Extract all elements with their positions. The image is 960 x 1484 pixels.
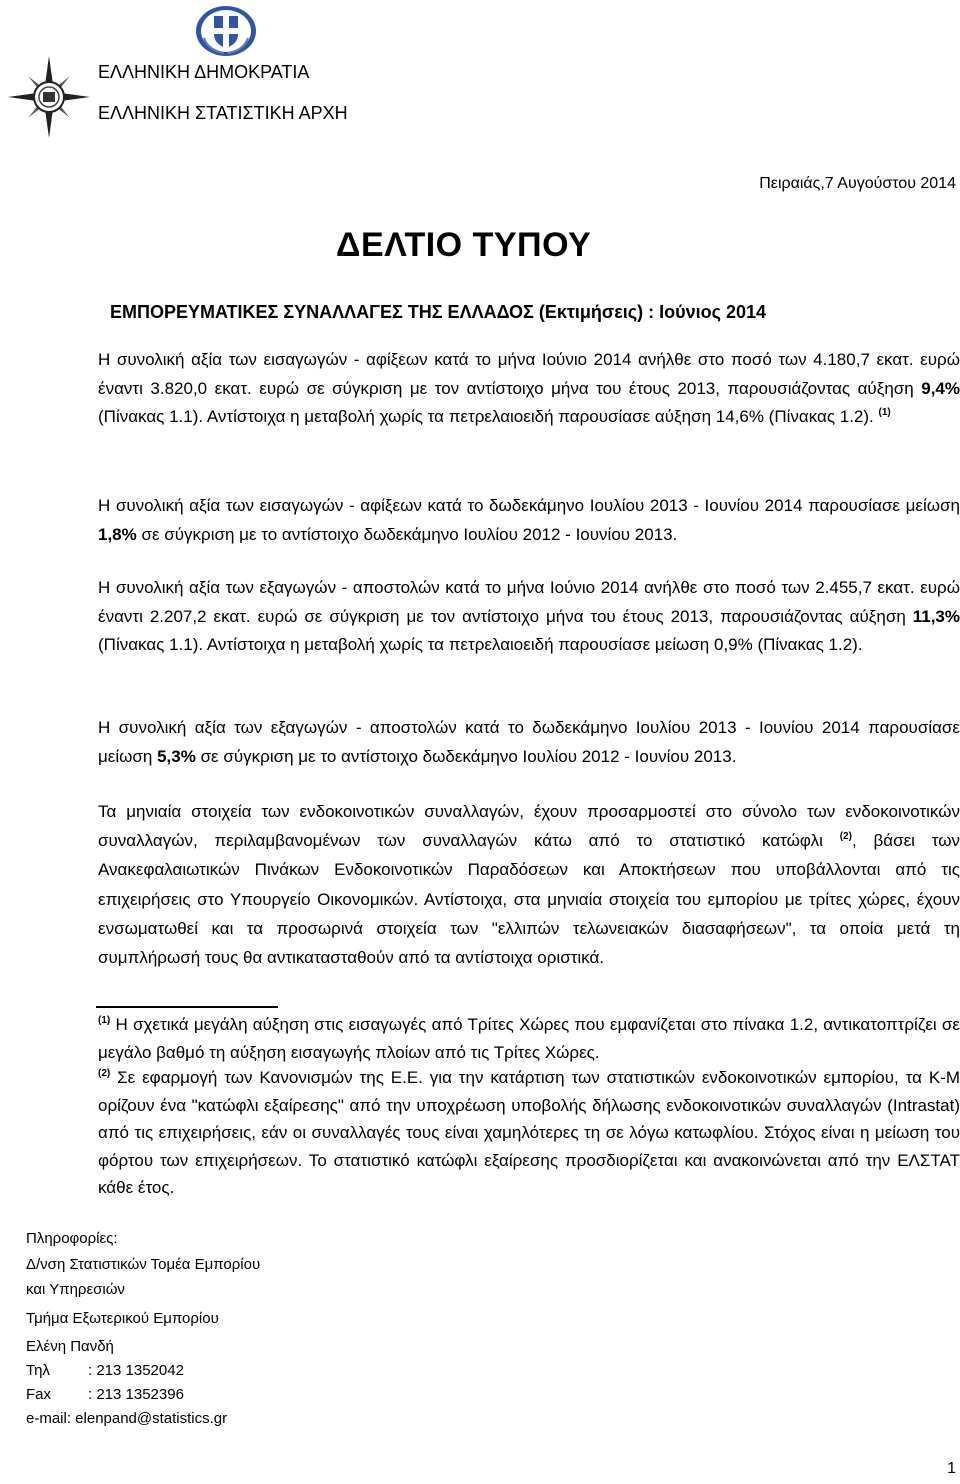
exports-annual-paragraph bbox=[98, 714, 960, 771]
footnote-2-marker: (2) bbox=[98, 1068, 111, 1079]
exports-monthly-paragraph bbox=[98, 574, 960, 660]
footnote-2 bbox=[98, 1064, 960, 1202]
contact-department: Δ/νση Στατιστικών Τομέα Εμπορίου bbox=[26, 1256, 261, 1273]
p2-bold-value: 1,8% bbox=[98, 524, 137, 544]
contact-phone bbox=[26, 1362, 184, 1379]
footnote-separator bbox=[96, 1006, 278, 1008]
p5-text-a: Τα μηνιαία στοιχεία των ενδοκοινοτικών συναλλαγών, έχουν προσαρμοστεί στο σύνολο των ενδοκοινοτικών συναλλαγών, περιλαμβανομένων των συναλλαγών κάτω από το στατιστικό κατώφλι bbox=[98, 802, 960, 851]
footnote-ref-1: (1) bbox=[878, 407, 891, 419]
contact-department-cont: και Υπηρεσιών bbox=[26, 1281, 125, 1298]
p4-text-a: Η συνολική αξία των εξαγωγών - αποστολών κατά το δωδεκάμηνο Ιουλίου 2013 - Ιουνίου 2014 παρουσίασε μείωση bbox=[98, 718, 960, 766]
p1-bold-value: 9,4% bbox=[921, 378, 960, 398]
footnote-1-marker: (1) bbox=[98, 1015, 111, 1026]
contact-name: Ελένη Πανδή bbox=[26, 1338, 114, 1355]
org-line-1: ΕΛΛΗΝΙΚΗ ΔΗΜΟΚΡΑΤΙΑ bbox=[98, 62, 310, 82]
p4-bold-value: 5,3% bbox=[157, 746, 196, 766]
p5-text-b: , βάσει των Ανακεφαλαιωτικών Πινάκων Ενδοκοινοτικών Παραδόσεων και Αποκτήσεων που υποβάλλονται από τις επιχειρήσεις στο Υπουργείο Οικονομικών. Αντίστοιχα, στα μηνιαία στοιχεία του εμπορίου με τρίτες χώρες, έχουν ενσωματωθεί και τα προσωρινά στοιχεία των "ελλιπών τελωνειακών διασαφήσεων", τα οποία μετά τη συμπλήρωσή τους θα αντικατασταθούν από τα αντίστοιχα οριστικά. bbox=[98, 831, 960, 968]
p3-text-a: Η συνολική αξία των εξαγωγών - αποστολών κατά το μήνα Ιούνιο 2014 ανήλθε στο ποσό των 2.455,7 εκατ. ευρώ έναντι 2.207,2 εκατ. ευρώ σε σύγκριση με τον αντίστοιχο μήνα του έτους 2013, παρουσιάζοντας αύξηση bbox=[98, 578, 960, 626]
imports-monthly-paragraph bbox=[98, 346, 960, 432]
greek-coat-of-arms-emblem bbox=[194, 4, 258, 58]
contact-section: Τμήμα Εξωτερικού Εμπορίου bbox=[26, 1310, 219, 1327]
imports-annual-paragraph bbox=[98, 492, 960, 549]
contact-fax-value: : 213 1352396 bbox=[88, 1386, 184, 1403]
elstat-compass-logo bbox=[6, 54, 92, 140]
press-date: Πειραιάς,7 Αυγούστου 2014 bbox=[759, 175, 956, 192]
page-title: ΔΕΛΤΙΟ ΤΥΠΟΥ bbox=[336, 226, 592, 264]
p1-text-a: Η συνολική αξία των εισαγωγών - αφίξεων κατά το μήνα Ιούνιο 2014 ανήλθε στο ποσό των 4.180,7 εκατ. ευρώ έναντι 3.820,0 εκατ. ευρώ σε σύγκριση με τον αντίστοιχο μήνα του έτους 2013, παρουσιάζοντας αύξηση bbox=[98, 350, 960, 398]
contact-heading: Πληροφορίες: bbox=[26, 1230, 118, 1247]
p3-text-b: (Πίνακας 1.1). Αντίστοιχα η μεταβολή χωρίς τα πετρελαιοειδή παρουσίασε μείωση 0,9% (Πίνακας 1.2). bbox=[98, 635, 863, 655]
footnote-2-text: Σε εφαρμογή των Κανονισμών της Ε.Ε. για την κατάρτιση των στατιστικών ενδοκοινοτικών εμπορίου, τα Κ-Μ ορίζουν ένα "κατώφλι εξαίρεσης" από την υποχρέωση υποβολής δήλωσης ενδοκοινοτικών συναλλαγών (Intrastat) από τις επιχειρήσεις, εάν οι συναλλαγές τους είναι χαμηλότερες τη σε λόγω κατωφλίου. Στόχος είναι η μείωση του φόρτου των επιχειρήσεων. Το στατιστικό κατώφλι εξαίρεσης προσδιορίζεται και ανακοινώνεται από την ΕΛΣΤΑΤ κάθε έτος. bbox=[98, 1068, 960, 1197]
page-number: 1 bbox=[947, 1460, 956, 1477]
page-subtitle: ΕΜΠΟΡΕΥΜΑΤΙΚΕΣ ΣΥΝΑΛΛΑΓΕΣ ΤΗΣ ΕΛΛΑΔΟΣ (Εκτιμήσεις) : Ιούνιος 2014 bbox=[110, 302, 767, 322]
contact-phone-label: Τηλ bbox=[26, 1362, 50, 1379]
contact-fax-label: Fax bbox=[26, 1386, 52, 1403]
p3-bold-value: 11,3% bbox=[912, 606, 960, 626]
footnote-1 bbox=[98, 1011, 960, 1066]
contact-fax bbox=[26, 1386, 184, 1403]
methodology-paragraph bbox=[98, 797, 960, 972]
footnote-1-text: Η σχετικά μεγάλη αύξηση στις εισαγωγές από Τρίτες Χώρες που εμφανίζεται στο πίνακα 1.2, αντικατοπτρίζει σε μεγάλο βαθμό τη αύξηση εισαγωγής πλοίων από τις Τρίτες Χώρες. bbox=[98, 1015, 960, 1062]
p2-text-b: σε σύγκριση με το αντίστοιχο δωδεκάμηνο Ιουλίου 2012 - Ιουνίου 2013. bbox=[136, 524, 678, 544]
org-line-2: ΕΛΛΗΝΙΚΗ ΣΤΑΤΙΣΤΙΚΗ ΑΡΧΗ bbox=[98, 103, 348, 123]
footnote-ref-2: (2) bbox=[839, 831, 852, 843]
contact-email: e-mail: elenpand@statistics.gr bbox=[26, 1410, 228, 1427]
p1-text-b: (Πίνακας 1.1). Αντίστοιχα η μεταβολή χωρίς τα πετρελαιοειδή παρουσίασε αύξηση 14,6% (Πίνακας 1.2). bbox=[98, 407, 874, 427]
p4-text-b: σε σύγκριση με το αντίστοιχο δωδεκάμηνο Ιουλίου 2012 - Ιουνίου 2013. bbox=[195, 746, 737, 766]
p2-text-a: Η συνολική αξία των εισαγωγών - αφίξεων κατά το δωδεκάμηνο Ιουλίου 2013 - Ιουνίου 2014 παρουσίασε μείωση bbox=[98, 496, 960, 515]
contact-phone-value: : 213 1352042 bbox=[88, 1362, 184, 1379]
